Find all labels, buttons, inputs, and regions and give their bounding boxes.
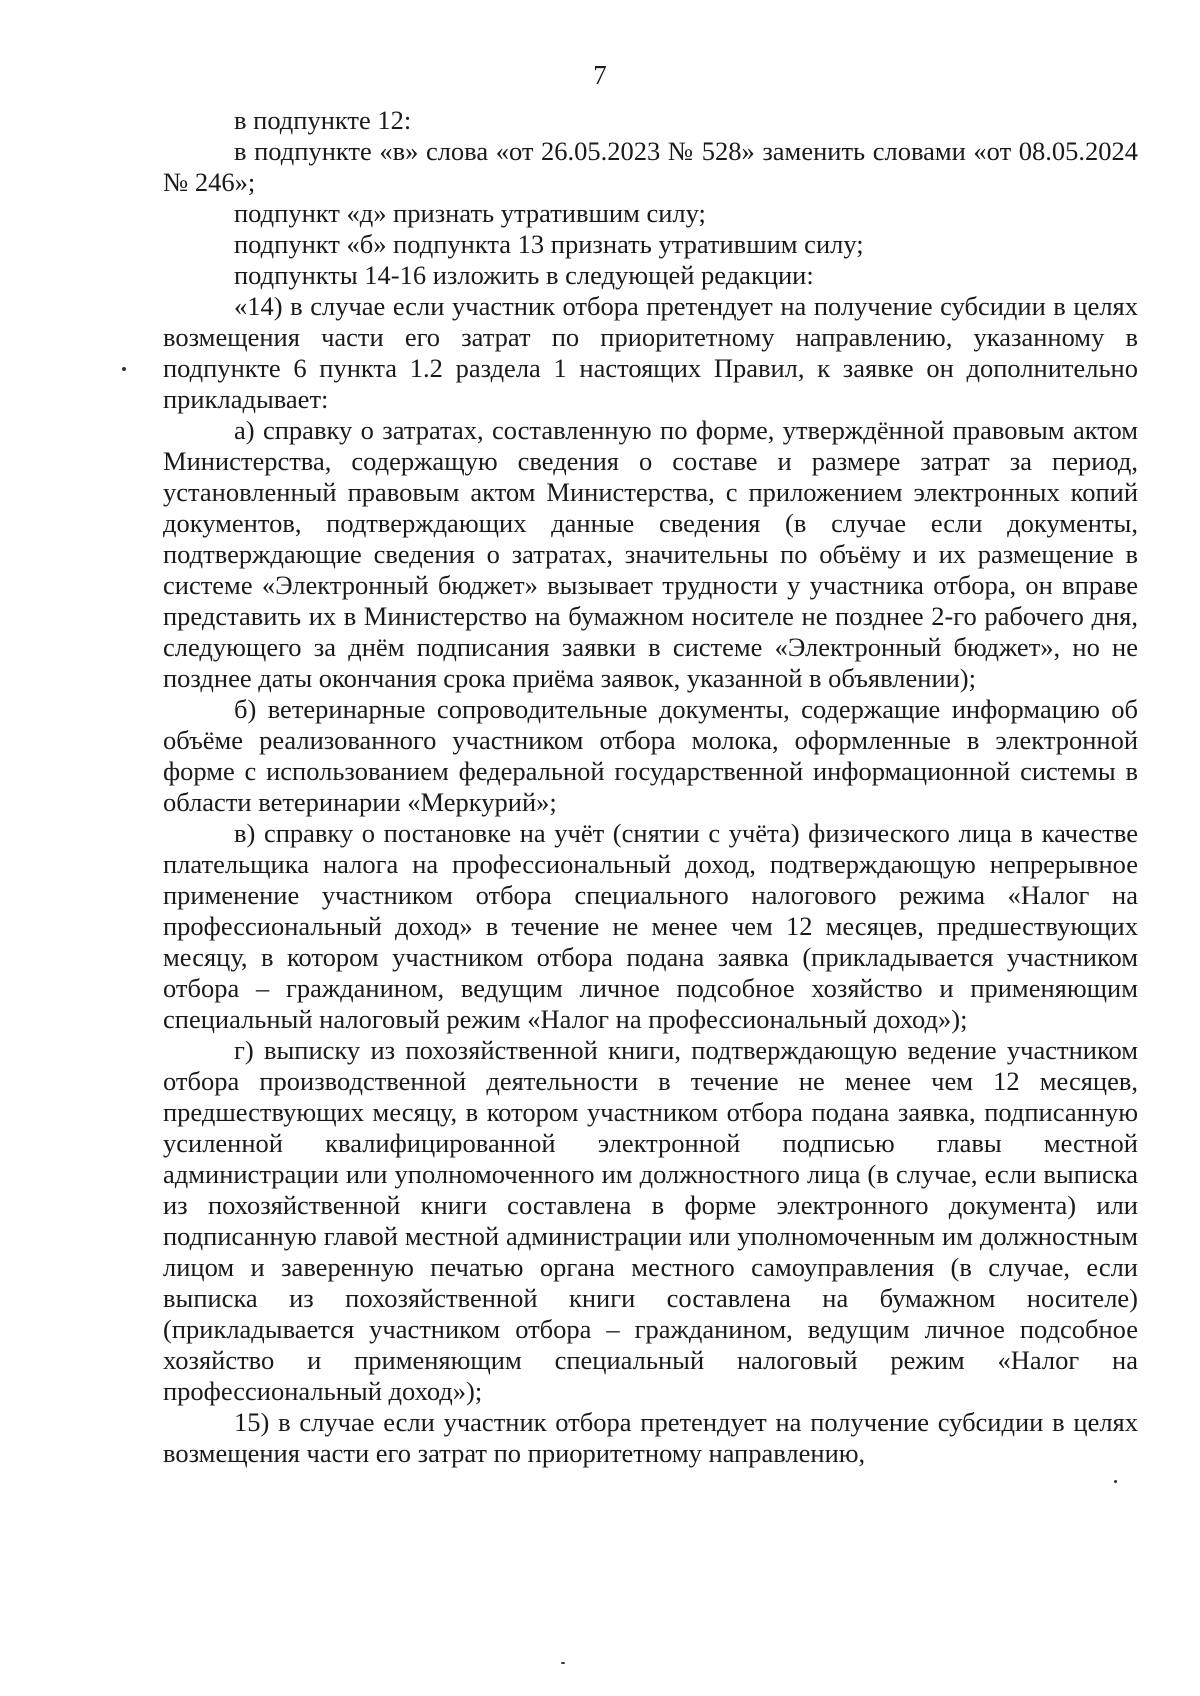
scan-speck: [1114, 1480, 1117, 1483]
paragraph: подпункты 14-16 изложить в следующей редакции:: [234, 260, 814, 290]
paragraph: «14) в случае если участник отбора претендует на получение субсидии в целях возмещения части его затрат по приоритетному направлению, указанному в подпункте 6 пункта 1.2 раздела 1 настоящих Правил, к заявке он дополнительно прикладывает:: [163, 291, 1138, 414]
paragraph: в подпункте «в» слова «от 26.05.2023 № 528» заменить словами «от 08.05.2024 № 246»;: [163, 136, 1138, 197]
paragraph: подпункт «б» подпункта 13 признать утратившим силу;: [234, 229, 864, 259]
document-body: [163, 105, 1138, 1469]
paragraph: б) ветеринарные сопроводительные документы, содержащие информацию об объёме реализованного участником отбора молока, оформленные в электронной форме с использованием федеральной государственной информационной системы в области ветеринарии «Меркурий»;: [163, 694, 1138, 817]
paragraph: г) выписку из похозяйственной книги, подтверждающую ведение участником отбора производственной деятельности в течение не менее чем 12 месяцев, предшествующих месяцу, в котором участником отбора подана заявка, подписанную усиленной квалифицированной электронной подписью главы местной администрации или уполномоченного им должностного лица (в случае, если выписка из похозяйственной книги составлена в форме электронного документа) или подписанную главой местной администрации или уполномоченным им должностным лицом и заверенную печатью органа местного самоуправления (в случае, если выписка из похозяйственной книги составлена на бумажном носителе) (прикладывается участником отбора – гражданином, ведущим личное подсобное хозяйство и применяющим специальный налоговый режим «Налог на профессиональный доход»);: [163, 1035, 1138, 1406]
paragraph: 15) в случае если участник отбора претендует на получение субсидии в целях возмещения части его затрат по приоритетному направлению,: [163, 1407, 1138, 1468]
paragraph: а) справку о затратах, составленную по форме, утверждённой правовым актом Министерства, содержащую сведения о составе и размере затрат за период, установленный правовым актом Министерства, с приложением электронных копий документов, подтверждающих данные сведения (в случае если документы, подтверждающие сведения о затратах, значительны по объёму и их размещение в системе «Электронный бюджет» вызывает трудности у участника отбора, он вправе представить их в Министерство на бумажном носителе не позднее 2-го рабочего дня, следующего за днём подписания заявки в системе «Электронный бюджет», но не позднее даты окончания срока приёма заявок, указанной в объявлении);: [163, 415, 1138, 693]
paragraph: подпункт «д» признать утратившим силу;: [234, 198, 706, 228]
page-number: 7: [593, 60, 607, 90]
scan-speck: [561, 1662, 565, 1664]
paragraph: в подпункте 12:: [234, 105, 412, 135]
scan-speck: [122, 367, 126, 371]
paragraph: в) справку о постановке на учёт (снятии с учёта) физического лица в качестве плательщика налога на профессиональный доход, подтверждающую непрерывное применение участником отбора специального налогового режима «Налог на профессиональный доход» в течение не менее чем 12 месяцев, предшествующих месяцу, в котором участником отбора подана заявка (прикладывается участником отбора – гражданином, ведущим личное подсобное хозяйство и применяющим специальный налоговый режим «Налог на профессиональный доход»);: [163, 818, 1138, 1034]
